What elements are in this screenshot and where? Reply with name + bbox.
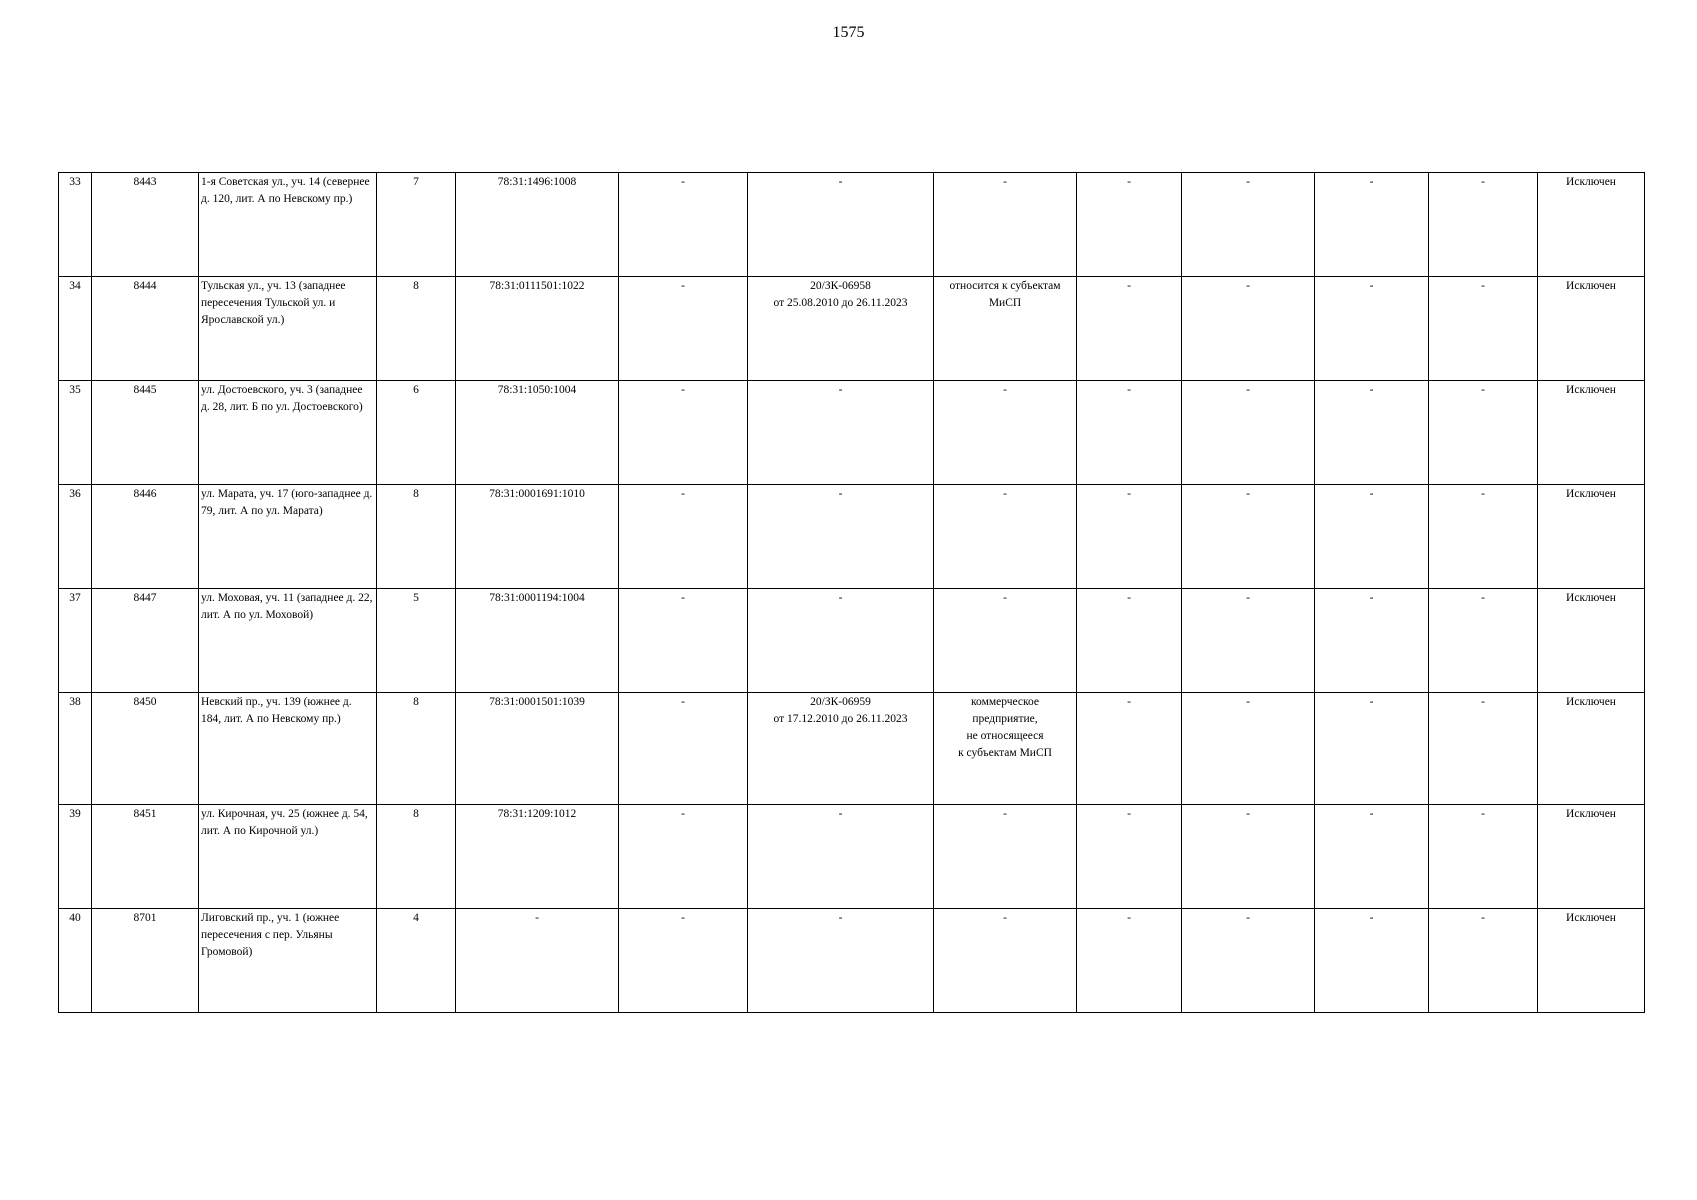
col-6-cell: - xyxy=(619,485,748,589)
object-id: 8444 xyxy=(92,277,199,381)
object-id: 8701 xyxy=(92,909,199,1013)
registry-table xyxy=(58,172,1645,1013)
col-12-cell: - xyxy=(1429,909,1538,1013)
row-number: 33 xyxy=(59,173,92,277)
col-6-cell: - xyxy=(619,589,748,693)
category-cell: - xyxy=(934,173,1077,277)
zone-cell: 6 xyxy=(377,381,456,485)
table-row xyxy=(59,693,1645,805)
category-cell: коммерческое предприятие, не относящееся к субъектам МиСП xyxy=(934,693,1077,805)
col-6-cell: - xyxy=(619,381,748,485)
page-number: 1575 xyxy=(832,24,865,41)
col-9-cell: - xyxy=(1077,805,1182,909)
cadastre-cell: - xyxy=(456,909,619,1013)
table-row xyxy=(59,277,1645,381)
cadastre-cell: 78:31:0001501:1039 xyxy=(456,693,619,805)
contract-cell: 20/ЗК-06959 от 17.12.2010 до 26.11.2023 xyxy=(748,693,934,805)
col-12-cell: - xyxy=(1429,173,1538,277)
col-11-cell: - xyxy=(1315,381,1429,485)
row-number: 40 xyxy=(59,909,92,1013)
object-id: 8451 xyxy=(92,805,199,909)
col-11-cell: - xyxy=(1315,277,1429,381)
address-cell: ул. Достоевского, уч. 3 (западнее д. 28, лит. Б по ул. Достоевского) xyxy=(199,381,377,485)
zone-cell: 5 xyxy=(377,589,456,693)
category-cell: - xyxy=(934,589,1077,693)
row-number: 34 xyxy=(59,277,92,381)
address-cell: ул. Моховая, уч. 11 (западнее д. 22, лит. А по ул. Моховой) xyxy=(199,589,377,693)
address-cell: ул. Марата, уч. 17 (юго-западнее д. 79, лит. А по ул. Марата) xyxy=(199,485,377,589)
object-id: 8450 xyxy=(92,693,199,805)
col-12-cell: - xyxy=(1429,277,1538,381)
col-9-cell: - xyxy=(1077,485,1182,589)
col-12-cell: - xyxy=(1429,693,1538,805)
row-number: 38 xyxy=(59,693,92,805)
table-row xyxy=(59,589,1645,693)
col-11-cell: - xyxy=(1315,589,1429,693)
col-11-cell: - xyxy=(1315,693,1429,805)
col-6-cell: - xyxy=(619,805,748,909)
zone-cell: 8 xyxy=(377,693,456,805)
contract-cell: 20/ЗК-06958 от 25.08.2010 до 26.11.2023 xyxy=(748,277,934,381)
contract-cell: - xyxy=(748,589,934,693)
cadastre-cell: 78:31:1209:1012 xyxy=(456,805,619,909)
col-11-cell: - xyxy=(1315,485,1429,589)
zone-cell: 4 xyxy=(377,909,456,1013)
object-id: 8445 xyxy=(92,381,199,485)
address-cell: Невский пр., уч. 139 (южнее д. 184, лит. А по Невскому пр.) xyxy=(199,693,377,805)
col-6-cell: - xyxy=(619,909,748,1013)
category-cell: - xyxy=(934,909,1077,1013)
status-cell: Исключен xyxy=(1538,589,1645,693)
col-11-cell: - xyxy=(1315,805,1429,909)
col-10-cell: - xyxy=(1182,485,1315,589)
col-10-cell: - xyxy=(1182,693,1315,805)
col-12-cell: - xyxy=(1429,589,1538,693)
category-cell: относится к субъектам МиСП xyxy=(934,277,1077,381)
col-10-cell: - xyxy=(1182,277,1315,381)
zone-cell: 8 xyxy=(377,805,456,909)
col-9-cell: - xyxy=(1077,909,1182,1013)
category-cell: - xyxy=(934,805,1077,909)
col-9-cell: - xyxy=(1077,693,1182,805)
table-row xyxy=(59,381,1645,485)
row-number: 37 xyxy=(59,589,92,693)
table-row xyxy=(59,909,1645,1013)
status-cell: Исключен xyxy=(1538,173,1645,277)
col-10-cell: - xyxy=(1182,381,1315,485)
col-10-cell: - xyxy=(1182,909,1315,1013)
object-id: 8447 xyxy=(92,589,199,693)
zone-cell: 8 xyxy=(377,485,456,589)
col-12-cell: - xyxy=(1429,485,1538,589)
address-cell: ул. Кирочная, уч. 25 (южнее д. 54, лит. А по Кирочной ул.) xyxy=(199,805,377,909)
contract-cell: - xyxy=(748,909,934,1013)
cadastre-cell: 78:31:1050:1004 xyxy=(456,381,619,485)
cadastre-cell: 78:31:1496:1008 xyxy=(456,173,619,277)
row-number: 39 xyxy=(59,805,92,909)
address-cell: Лиговский пр., уч. 1 (южнее пересечения с пер. Ульяны Громовой) xyxy=(199,909,377,1013)
cadastre-cell: 78:31:0001691:1010 xyxy=(456,485,619,589)
col-10-cell: - xyxy=(1182,173,1315,277)
contract-cell: - xyxy=(748,485,934,589)
status-cell: Исключен xyxy=(1538,805,1645,909)
row-number: 36 xyxy=(59,485,92,589)
table-row xyxy=(59,485,1645,589)
status-cell: Исключен xyxy=(1538,909,1645,1013)
col-9-cell: - xyxy=(1077,277,1182,381)
table-row xyxy=(59,805,1645,909)
cadastre-cell: 78:31:0001194:1004 xyxy=(456,589,619,693)
zone-cell: 8 xyxy=(377,277,456,381)
col-10-cell: - xyxy=(1182,589,1315,693)
status-cell: Исключен xyxy=(1538,381,1645,485)
col-6-cell: - xyxy=(619,693,748,805)
col-6-cell: - xyxy=(619,173,748,277)
category-cell: - xyxy=(934,381,1077,485)
zone-cell: 7 xyxy=(377,173,456,277)
contract-cell: - xyxy=(748,381,934,485)
col-9-cell: - xyxy=(1077,173,1182,277)
status-cell: Исключен xyxy=(1538,485,1645,589)
address-cell: 1-я Советская ул., уч. 14 (севернее д. 120, лит. А по Невскому пр.) xyxy=(199,173,377,277)
contract-cell: - xyxy=(748,805,934,909)
col-11-cell: - xyxy=(1315,173,1429,277)
col-6-cell: - xyxy=(619,277,748,381)
table-row xyxy=(59,173,1645,277)
object-id: 8443 xyxy=(92,173,199,277)
address-cell: Тульская ул., уч. 13 (западнее пересечения Тульской ул. и Ярославской ул.) xyxy=(199,277,377,381)
col-12-cell: - xyxy=(1429,381,1538,485)
status-cell: Исключен xyxy=(1538,693,1645,805)
col-9-cell: - xyxy=(1077,589,1182,693)
category-cell: - xyxy=(934,485,1077,589)
col-11-cell: - xyxy=(1315,909,1429,1013)
contract-cell: - xyxy=(748,173,934,277)
status-cell: Исключен xyxy=(1538,277,1645,381)
cadastre-cell: 78:31:0111501:1022 xyxy=(456,277,619,381)
col-9-cell: - xyxy=(1077,381,1182,485)
col-10-cell: - xyxy=(1182,805,1315,909)
row-number: 35 xyxy=(59,381,92,485)
col-12-cell: - xyxy=(1429,805,1538,909)
object-id: 8446 xyxy=(92,485,199,589)
